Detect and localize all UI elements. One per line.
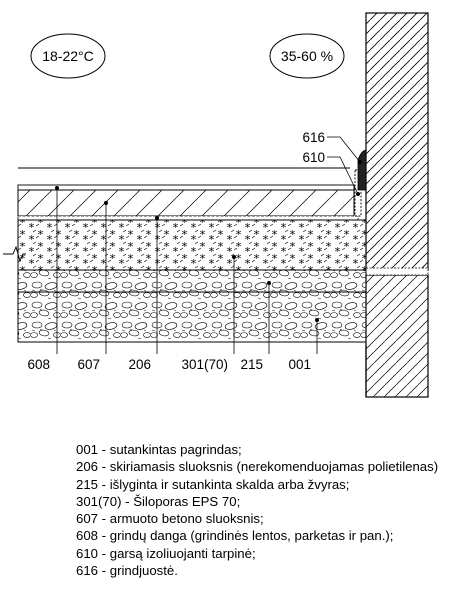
legend-text: sutankintas pagrindas; (109, 442, 242, 457)
legend-item: 610 - garsą izoliuojanti tarpinė; (76, 545, 256, 561)
legend-text: Šiloporas EPS 70; (133, 493, 241, 509)
legend-item: 301(70) - Šiloporas EPS 70; (76, 493, 241, 509)
skirting-board (358, 150, 366, 190)
reinforced-concrete-layer (18, 190, 354, 216)
temperature-badge-text: 18-22°C (42, 48, 94, 64)
humidity-badge-text: 35-60 % (280, 48, 334, 64)
callout-610: 610 (302, 150, 325, 165)
legend-code: 616 (76, 563, 99, 579)
wall (366, 13, 428, 270)
legend-text: grindų danga (grindinės lentos, parketas ir pan.); (109, 528, 394, 544)
legend-code: 001 (76, 442, 99, 457)
legend-item: 607 - armuoto betono sluoksnis; (76, 511, 264, 527)
legend-code: 607 (76, 511, 99, 527)
legend-code: 301(70) (76, 493, 122, 509)
callout-608: 608 (27, 357, 50, 372)
legend-text: armuoto betono sluoksnis; (109, 511, 264, 527)
separating-layer (18, 216, 358, 220)
compacted-base-layer (18, 292, 366, 342)
foundation (366, 275, 428, 397)
legend-code: 610 (76, 545, 99, 561)
legend-code: 608 (76, 528, 99, 544)
callout-301-70: 301(70) (181, 357, 228, 372)
callout-001: 001 (288, 357, 311, 372)
humidity-badge (270, 34, 344, 78)
callout-616: 616 (302, 130, 325, 145)
legend-item: 616 - grindjuostė. (76, 563, 178, 579)
legend-item: 608 - grindų danga (grindinės lentos, parketas ir pan.); (76, 528, 394, 544)
wall-damp-proof-course (366, 268, 428, 275)
legend-item: 206 - skiriamasis sluoksnis (nerekomenduojamas polietilenas) (76, 459, 439, 475)
temperature-badge (31, 34, 105, 78)
callout-215: 215 (240, 357, 263, 372)
legend-code: 206 (76, 459, 99, 475)
floor-covering-layer (18, 185, 354, 190)
legend-text: skiriamasis sluoksnis (nerekomenduojamas polietilenas) (109, 459, 439, 475)
gravel-layer (18, 270, 366, 292)
callout-607: 607 (77, 357, 100, 372)
legend-item: 001 - sutankintas pagrindas; (76, 442, 242, 457)
legend-list (76, 441, 466, 579)
legend-text: grindjuostė. (109, 563, 178, 579)
legend-text: išlyginta ir sutankinta skalda arba žvyras; (109, 476, 350, 492)
legend-text: garsą izoliuojanti tarpinė; (109, 545, 256, 561)
eps-insulation-layer (18, 220, 366, 270)
legend-code: 215 (76, 476, 99, 492)
callout-206: 206 (128, 357, 151, 372)
legend-item: 215 - išlyginta ir sutankinta skalda arba žvyras; (76, 476, 350, 492)
